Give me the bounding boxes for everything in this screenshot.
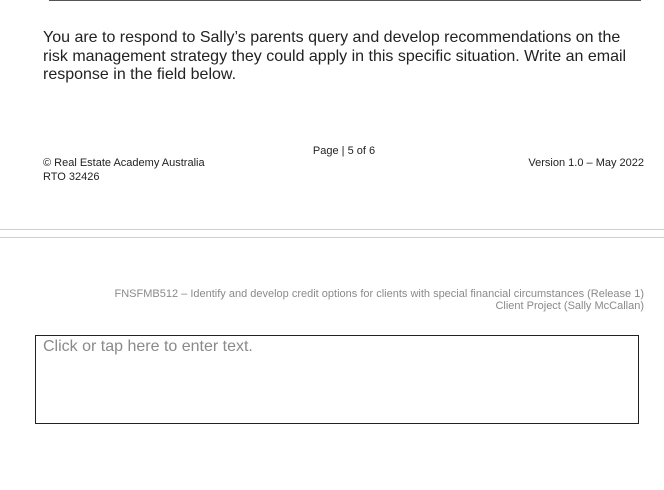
page-break (0, 229, 664, 238)
footer-version: Version 1.0 – May 2022 (528, 157, 644, 169)
header-unit-title: FNSFMB512 – Identify and develop credit options for clients with special financial circumstances (Release 1) (114, 288, 644, 300)
header-project-title: Client Project (Sally McCallan) (495, 300, 644, 312)
footer-rto: RTO 32426 (43, 170, 100, 183)
email-response-field[interactable] (35, 335, 639, 424)
instruction-paragraph: You are to respond to Sally’s parents query and develop recommendations on the risk management strategy they could apply in this specific situation. Write an email response in the field below. (43, 29, 627, 83)
document-page-5 (0, 0, 664, 230)
page-header (115, 288, 644, 312)
entry-placeholder-text: Click or tap here to enter text. (43, 338, 253, 355)
footer-copyright: © Real Estate Academy Australia (43, 157, 205, 169)
footer-left (43, 157, 205, 184)
page-number: Page | 5 of 6 (312, 145, 376, 157)
previous-entry-box-bottom[interactable] (49, 0, 641, 1)
